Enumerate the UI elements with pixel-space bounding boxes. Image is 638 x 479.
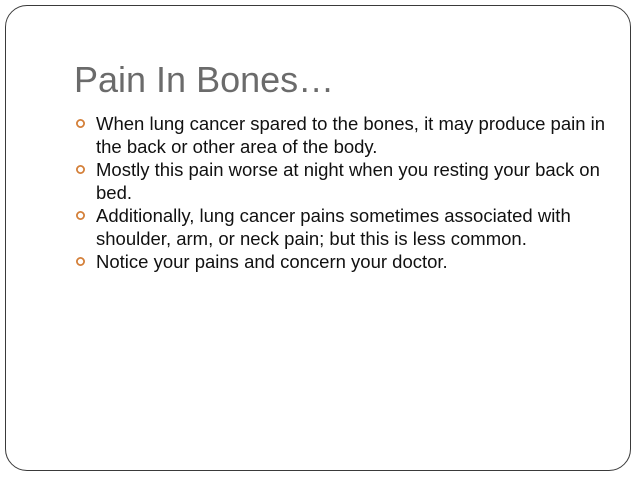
circle-bullet-icon [76, 165, 85, 174]
bullet-text: Additionally, lung cancer pains sometimes associated with shoulder, arm, or neck pain; but this is less common. [96, 205, 571, 249]
bullet-item [76, 204, 616, 250]
bullet-text: Notice your pains and concern your doctor. [96, 251, 448, 272]
bullet-item [76, 112, 616, 158]
circle-bullet-icon [76, 211, 85, 220]
bullet-text: When lung cancer spared to the bones, it may produce pain in the back or other area of the body. [96, 113, 606, 157]
bullet-item [76, 250, 616, 273]
bullet-text: Mostly this pain worse at night when you resting your back on bed. [96, 159, 600, 203]
slide-frame [5, 5, 631, 471]
slide-title: Pain In Bones… [74, 59, 335, 100]
circle-bullet-icon [76, 119, 85, 128]
bullet-list [76, 112, 616, 273]
bullet-item [76, 158, 616, 204]
circle-bullet-icon [76, 257, 85, 266]
